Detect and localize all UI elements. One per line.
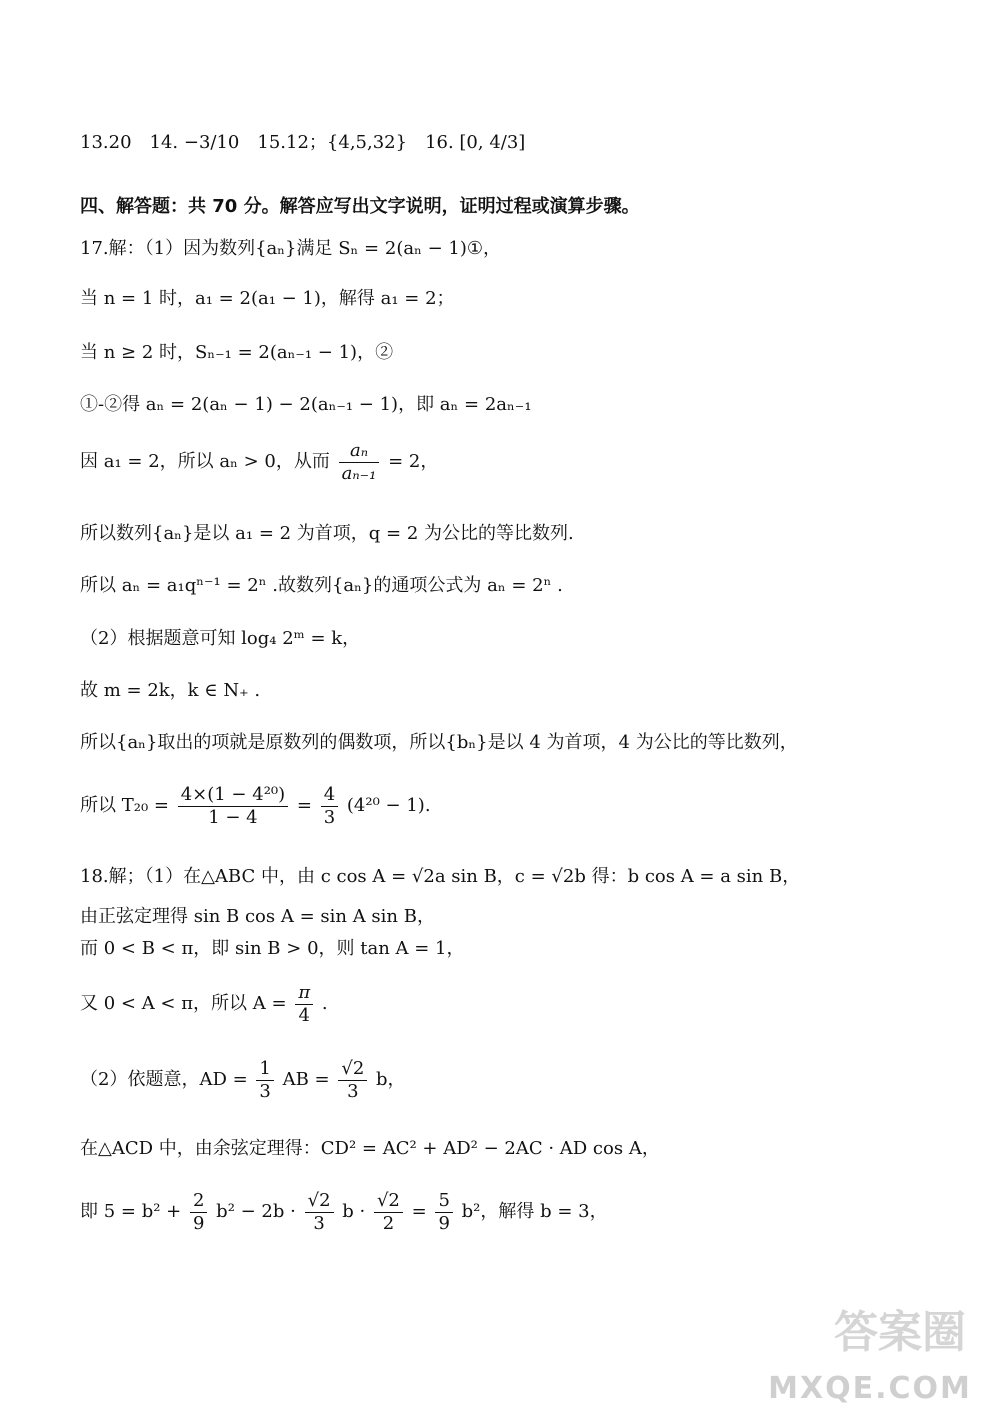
- angle-suffix: .: [321, 993, 328, 1015]
- solution-17-m-2k: 故 m = 2k，k ∈ N₊ .: [80, 680, 261, 701]
- sum-fraction: [178, 784, 288, 828]
- solve-fraction-2: [305, 1190, 334, 1234]
- solve-f3-denominator: 2: [382, 1212, 395, 1234]
- solve-f2-numerator: √2: [305, 1190, 334, 1213]
- angle-fraction: [295, 982, 313, 1026]
- sum-suffix: (4²⁰ − 1).: [346, 795, 431, 817]
- solution-17-even-terms: 所以{aₙ}取出的项就是原数列的偶数项，所以{bₙ}是以 4 为首项，4 为公比的等比数列，: [80, 732, 798, 753]
- solution-18-cosine-law: 在△ACD 中，由余弦定理得：CD² = AC² + AD² − 2AC · AD cos A，: [80, 1138, 660, 1159]
- ratio-numerator: aₙ: [339, 440, 380, 463]
- ratio-prefix: 因 a₁ = 2，所以 aₙ > 0，从而: [80, 451, 330, 473]
- solve-f1-denominator: 9: [192, 1212, 205, 1234]
- solution-17-part2: （2）根据题意可知 log₄ 2ᵐ = k，: [80, 628, 361, 649]
- ad-middle: AB =: [282, 1069, 330, 1091]
- solve-f4-numerator: 5: [435, 1190, 452, 1213]
- solution-17-general-term: 所以 aₙ = a₁qⁿ⁻¹ = 2ⁿ .故数列{aₙ}的通项公式为 aₙ = 2ⁿ .: [80, 575, 563, 596]
- solution-18-part2-line: [80, 1058, 960, 1102]
- angle-numerator: π: [295, 982, 313, 1005]
- solution-18-tan: 而 0 < B < π，即 sin B > 0，则 tan A = 1，: [80, 938, 465, 959]
- sum-coefficient-fraction: [321, 784, 338, 828]
- ratio-fraction: [339, 440, 380, 484]
- solution-17-geometric: 所以数列{aₙ}是以 a₁ = 2 为首项，q = 2 为公比的等比数列.: [80, 523, 574, 544]
- ad-prefix: （2）依题意，AD =: [80, 1069, 248, 1091]
- section-heading: 四、解答题：共 70 分。解答应写出文字说明，证明过程或演算步骤。: [80, 196, 640, 217]
- solution-17-intro: 17.解：（1）因为数列{aₙ}满足 Sₙ = 2(aₙ − 1)①，: [80, 238, 501, 259]
- solution-18-angle-line: [80, 982, 960, 1026]
- solve-mid-2: b ·: [342, 1201, 366, 1223]
- watermark-logo: 答案圈: [834, 1307, 966, 1358]
- ad-fraction-1: [256, 1058, 273, 1102]
- solve-fraction-4: [435, 1190, 452, 1234]
- solve-fraction-3: [374, 1190, 403, 1234]
- ad-f2-denominator: 3: [347, 1080, 359, 1102]
- angle-prefix: 又 0 < A < π，所以 A =: [80, 993, 287, 1015]
- solution-17-subtract: ①-②得 aₙ = 2(aₙ − 1) − 2(aₙ₋₁ − 1)，即 aₙ = 2aₙ₋₁: [80, 394, 532, 415]
- sum-equals: =: [296, 795, 312, 817]
- solution-18-sine-law: 由正弦定理得 sin B cos A = sin A sin B，: [80, 906, 435, 927]
- site-watermark: [750, 1296, 990, 1406]
- sum-denominator: 1 − 4: [208, 806, 258, 828]
- solve-f1-numerator: 2: [190, 1190, 207, 1213]
- ad-suffix: b，: [376, 1069, 406, 1091]
- solution-17-step-n2: 当 n ≥ 2 时，Sₙ₋₁ = 2(aₙ₋₁ − 1)，②: [80, 342, 394, 363]
- solve-mid-3: =: [411, 1201, 427, 1223]
- solve-mid-1: b² − 2b ·: [216, 1201, 296, 1223]
- solve-f3-numerator: √2: [374, 1190, 403, 1213]
- solution-18-solve-line: [80, 1190, 960, 1234]
- ad-f1-numerator: 1: [256, 1058, 273, 1081]
- solve-prefix: 即 5 = b² +: [80, 1201, 182, 1223]
- ad-fraction-2: [338, 1058, 367, 1102]
- solution-17-step-n1: 当 n = 1 时，a₁ = 2(a₁ − 1)，解得 a₁ = 2；: [80, 288, 455, 309]
- sum-numerator: 4×(1 − 4²⁰): [178, 784, 288, 807]
- coef-numerator: 4: [321, 784, 338, 807]
- solve-fraction-1: [190, 1190, 207, 1234]
- ad-f2-numerator: √2: [338, 1058, 367, 1081]
- sum-prefix: 所以 T₂₀ =: [80, 795, 169, 817]
- solve-suffix: b²，解得 b = 3，: [461, 1201, 608, 1223]
- solve-f4-denominator: 9: [438, 1212, 450, 1234]
- solution-17-sum-line: [80, 784, 960, 828]
- watermark-site: MXQE.COM: [768, 1371, 972, 1406]
- coef-denominator: 3: [323, 806, 336, 828]
- solve-f2-denominator: 3: [313, 1212, 325, 1234]
- ratio-suffix: = 2，: [388, 451, 439, 473]
- ratio-denominator: aₙ₋₁: [341, 462, 377, 484]
- ad-f1-denominator: 3: [259, 1080, 271, 1102]
- solution-17-ratio-line: [80, 440, 960, 484]
- solution-18-intro: 18.解；（1）在△ABC 中，由 c cos A = √2a sin B，c = √2b 得：b cos A = a sin B，: [80, 866, 801, 887]
- fill-in-answers-line: 13.20 14. −3/10 15.12；{4,5,32} 16. [0, 4/3]: [80, 132, 526, 153]
- angle-denominator: 4: [298, 1004, 310, 1026]
